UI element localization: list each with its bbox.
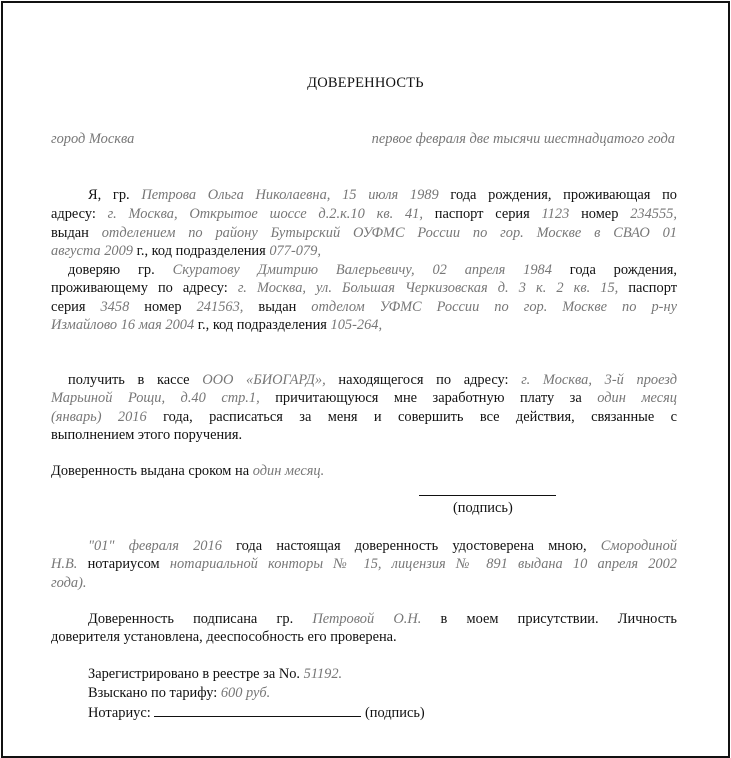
- agent-passport-label: паспорт: [628, 280, 677, 296]
- notary-signature-label: (подпись): [364, 705, 425, 721]
- presence-name: Петровой О.Н.: [312, 611, 422, 627]
- principal-passport-label: паспорт серия: [434, 206, 530, 222]
- presence-line-2: доверителя установлена, дееспособность его проверена.: [51, 629, 397, 645]
- agent-birth-date: 02 апреля 1984: [432, 262, 552, 278]
- principal-number: 234555,: [630, 206, 677, 222]
- principal-number-label: номер: [581, 206, 619, 222]
- fee-label: Взыскано по тарифу:: [88, 685, 218, 701]
- agent-code: 105-264,: [330, 317, 383, 333]
- principal-line-2: [51, 205, 677, 223]
- certification-line-1: [51, 537, 677, 555]
- agent-issued-label: выдан: [258, 299, 297, 315]
- fee-value: 600 руб.: [220, 685, 271, 701]
- principal-address: г. Москва, Открытое шоссе д.2.к.10 кв. 41,: [107, 206, 423, 222]
- notary-signature-line: [154, 703, 361, 717]
- notary-name-a: Смородиной: [600, 538, 677, 554]
- agent-number-label: номер: [144, 299, 182, 315]
- presence-text-2: в моем присутствии. Личность: [440, 611, 677, 627]
- fee-line: [88, 684, 270, 702]
- task-receive: получить в кассе: [68, 372, 190, 388]
- registry-number: 51192.: [303, 666, 343, 682]
- agent-series-label: серия: [51, 299, 86, 315]
- task-salary: причитающуюся мне заработную плату за: [275, 390, 582, 406]
- certification-line-3: года).: [51, 575, 87, 591]
- principal-address-label: адресу:: [51, 206, 96, 222]
- principal-lead: Я, гр.: [88, 187, 130, 203]
- principal-issue-date: августа 2009: [51, 243, 133, 259]
- notary-label: нотариусом: [87, 556, 160, 572]
- task-address-b: Марьиной Рощи, д.40 стр.1,: [51, 390, 260, 406]
- validity-text: Доверенность выдана сроком на: [51, 463, 250, 479]
- principal-signature-label: (подпись): [453, 500, 513, 516]
- agent-issue-date: Измайлово 16 мая 2004: [51, 317, 195, 333]
- principal-code-label: г., код подразделения: [136, 243, 266, 259]
- principal-line-3: [51, 224, 677, 242]
- task-end: выполнением этого поручения.: [51, 427, 243, 443]
- agent-address: г. Москва, ул. Большая Черкизовская д. 3 к. 2 кв. 15,: [237, 280, 619, 296]
- task-address-a: г. Москва, 3-й проезд: [521, 372, 677, 388]
- certification-line-2: [51, 555, 677, 573]
- agent-line-1: [51, 261, 677, 279]
- task-sign: года, расписаться за меня и совершить все действия, связанные с: [163, 409, 677, 425]
- principal-line-1: [51, 186, 677, 204]
- registry-label: Зарегистрировано в реестре за No.: [88, 666, 301, 682]
- agent-number: 241563,: [196, 299, 244, 315]
- presence-line-1: [51, 610, 677, 628]
- principal-issued-label: выдан: [51, 225, 89, 241]
- certification-text: года настоящая доверенность удостоверена мною,: [236, 538, 587, 554]
- principal-name: Петрова Ольга Николаевна,: [141, 187, 331, 203]
- principal-birth-date: 15 июля 1989: [342, 187, 439, 203]
- agent-series: 3458: [100, 299, 130, 315]
- task-company: ООО «БИОГАРД»,: [202, 372, 326, 388]
- notary-name-b: Н.В.: [51, 556, 78, 572]
- principal-code: 077-079,: [269, 243, 321, 259]
- agent-issuer: отделом УФМС России по гор. Москве по р-ну: [311, 299, 677, 315]
- principal-series: 1123: [541, 206, 570, 222]
- agent-birth-text: года рождения,: [569, 262, 677, 278]
- principal-birth-text: года рождения, проживающая по: [450, 187, 678, 203]
- registry-line: [88, 665, 342, 683]
- agent-line-3: [51, 298, 677, 316]
- task-line-4: [51, 426, 242, 444]
- principal-line-4: [51, 242, 321, 260]
- notary-office: нотариальной конторы № 15, лицензия № 891 выдана 10 апреля 2002: [169, 556, 677, 572]
- agent-line-4: [51, 316, 382, 334]
- task-month-b: (январь) 2016: [51, 409, 147, 425]
- principal-signature-line: [419, 495, 556, 496]
- agent-lead: доверяю гр.: [68, 262, 155, 278]
- agent-line-2: [51, 279, 677, 297]
- notary-signature-prefix: Нотариус:: [88, 705, 151, 721]
- notary-signature-row: [88, 703, 425, 722]
- task-month-a: один месяц: [597, 390, 677, 406]
- validity-term: один месяц.: [252, 463, 325, 479]
- principal-issuer: отделением по району Бутырский ОУФМС России по гор. Москве в СВАО 01: [101, 225, 677, 241]
- agent-code-label: г., код подразделения: [197, 317, 327, 333]
- task-line-2: [51, 389, 677, 407]
- task-line-1: [51, 371, 677, 389]
- validity-line: [51, 462, 324, 480]
- city: город Москва: [51, 131, 135, 147]
- agent-residing-label: проживающему по адресу:: [51, 280, 228, 296]
- agent-name: Скуратову Дмитрию Валерьевичу,: [172, 262, 415, 278]
- task-line-3: [51, 408, 677, 426]
- date-words: первое февраля две тысячи шестнадцатого года: [371, 131, 675, 147]
- document-title: ДОВЕРЕННОСТЬ: [307, 75, 424, 91]
- task-located: находящегося по адресу:: [338, 372, 509, 388]
- certification-date: "01" февраля 2016: [88, 538, 222, 554]
- presence-text: Доверенность подписана гр.: [88, 611, 294, 627]
